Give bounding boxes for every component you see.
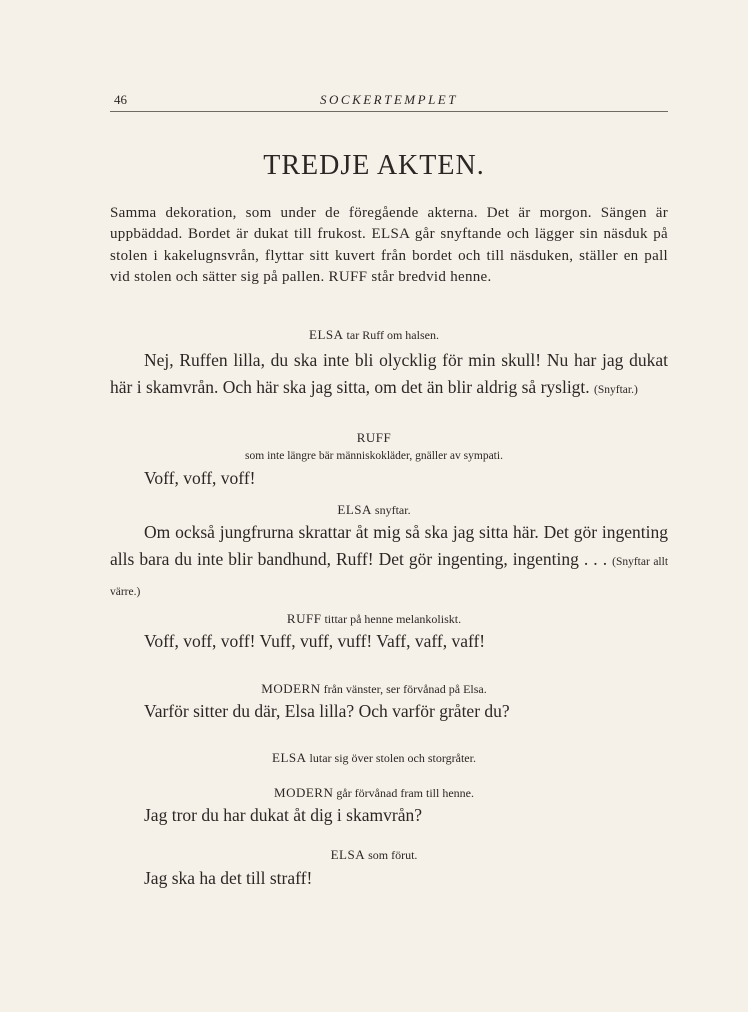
speaker-cue (0, 847, 748, 863)
speech-text: Voff, voff, voff! Vuff, vuff, vuff! Vaff, vaff, vaff! (144, 631, 486, 651)
speaker-name: ELSA (337, 502, 372, 517)
header-rule (110, 111, 668, 112)
running-title: SOCKERTEMPLET (320, 92, 458, 107)
speaker-cue (0, 785, 748, 801)
speech-text: Voff, voff, voff! (144, 468, 256, 488)
speaker-name: RUFF (286, 611, 322, 626)
speaker-cue (0, 750, 748, 766)
cue-direction: tittar på henne melankoliskt. (324, 612, 462, 626)
speech-text: Nej, Ruffen lilla, du ska inte bli olycklig för min skull! Nu har jag dukat här i skamvrån. Och här ska jag sitta, om det än blir aldrig så rysligt. (110, 350, 668, 397)
page-number: 46 (114, 92, 127, 107)
speaker-cue (0, 681, 748, 697)
cue-direction: från vänster, ser förvånad på Elsa. (323, 682, 487, 696)
speech-text: Jag tror du har dukat åt dig i skamvrån? (144, 805, 422, 825)
speaker-name: ELSA (330, 847, 366, 862)
speaker-cue (0, 327, 748, 343)
speech-text: Varför sitter du där, Elsa lilla? Och varför gråter du? (144, 701, 510, 721)
speech (110, 519, 668, 606)
cue-direction: går förvånad fram till henne. (336, 786, 474, 800)
speech (110, 802, 668, 829)
speaker-cue (0, 502, 748, 518)
cue-direction: snyftar. (374, 503, 411, 517)
cue-direction: tar Ruff om halsen. (346, 328, 439, 342)
speech (110, 865, 668, 892)
speaker-name: MODERN (261, 681, 321, 696)
act-title: TREDJE AKTEN. (263, 150, 485, 181)
speech (110, 698, 668, 725)
cue-subdirection: som inte längre bär människokläder, gnäller av sympati. (245, 450, 503, 462)
speech-text: Jag ska ha det till straff! (144, 868, 313, 888)
speaker-name: ELSA (309, 327, 344, 342)
speaker-name: MODERN (274, 785, 334, 800)
speech-direction: (Snyftar allt värre.) (110, 556, 669, 598)
cue-direction: lutar sig över stolen och storgråter. (309, 751, 476, 765)
speech (110, 628, 668, 655)
speech-direction: (Snyftar.) (594, 384, 638, 396)
page-header (110, 90, 668, 112)
speech (110, 465, 668, 492)
speaker-name: RUFF (356, 430, 392, 445)
stage-direction: Samma dekoration, som under de föregående akterna. Det är morgon. Sängen är uppbäddad. Bordet är dukat till frukost. ELSA går snyftande och lägger sin näsduk på stolen i kakelugnsvrån, flyttar sitt kuvert från bordet och till näsduken, ställer en pall vid stolen och sätter sig på pallen. RUFF står bredvid henne. (110, 205, 668, 285)
speaker-name: ELSA (272, 750, 307, 765)
speaker-cue (0, 611, 748, 627)
speaker-cue (0, 430, 748, 446)
speech-text: Om också jungfrurna skrattar åt mig så ska jag sitta här. Det gör ingenting alls bara du inte blir bandhund, Ruff! Det gör ingenting, ingenting . . . (110, 522, 668, 569)
cue-direction: som förut. (368, 848, 418, 862)
speech (110, 347, 668, 404)
